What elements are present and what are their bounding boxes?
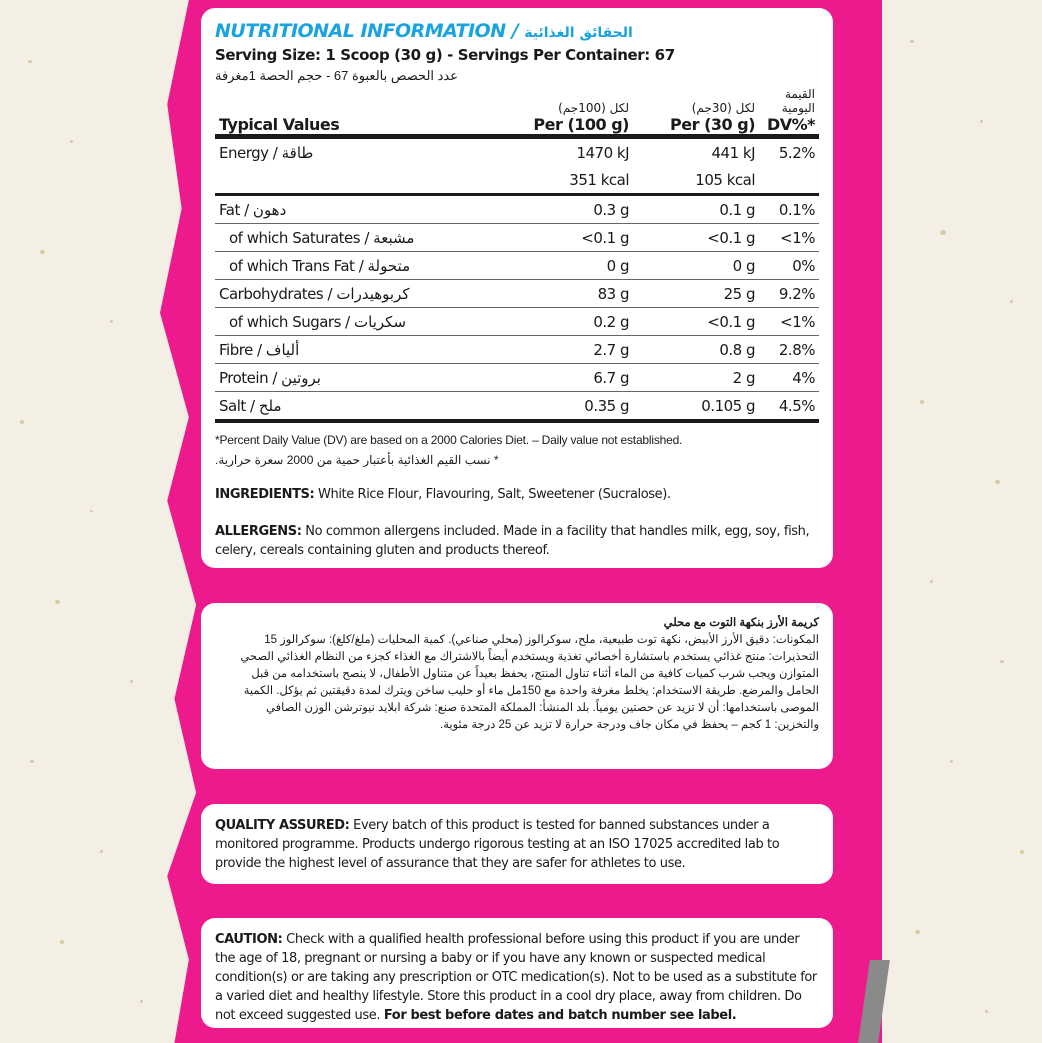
table-row: Protein / بروتين 6.7 g 2 g 4% — [215, 364, 819, 392]
serving-size-arabic: عدد الحصص بالعبوة 67 - حجم الحصة 1مغرفة — [215, 68, 459, 83]
table-row: Energy / طاقة 1470 kJ 441 kJ 5.2% — [219, 143, 815, 162]
table-row: 351 kcal 105 kcal — [215, 166, 819, 195]
arabic-line: المتوازن ويجب شرب كميات كافية من الماء أثناء تناول المنتج، يحفظ بعيداً عن متناول الأطفال، لا ينصح باستخدامه من قبل — [251, 668, 819, 680]
table-row: of which Sugars / سكريات 0.2 g <0.1 g <1% — [215, 308, 819, 336]
nutrition-panel — [201, 8, 833, 568]
table-row: Salt / ملح 0.35 g 0.105 g 4.5% — [215, 392, 819, 422]
allergens: ALLERGENS: No common allergens included. Made in a facility that handles milk, egg, soy, fish, celery, cereals containing gluten and products thereof. — [215, 524, 810, 558]
ingredients: INGREDIENTS: White Rice Flour, Flavouring, Salt, Sweetener (Sucralose). — [215, 487, 671, 502]
quality-assured-panel: QUALITY ASSURED: Every batch of this product is tested for banned substances under a monitored programme. Products undergo rigorous testing at an ISO 17025 accredited lab to provide the highest level of assurance that they are safer for athletes to use. — [201, 804, 833, 884]
serving-size: Serving Size: 1 Scoop (30 g) - Servings Per Container: 67 — [215, 46, 675, 64]
nutrition-title: NUTRITIONAL INFORMATION / الحقائق الغذائية — [215, 20, 633, 42]
footnote-arabic: * نسب القيم الغذائية بأعتبار حمية من 2000 سعرة حرارية. — [215, 453, 499, 467]
table-row: of which Trans Fat / متحولة 0 g 0 g 0% — [215, 252, 819, 280]
table-header: Typical Values لكل (100جم) Per (100 g) لكل (30جم) Per (30 g) القيمة اليومية DV%* — [215, 86, 819, 137]
arabic-line: والتخزين: 1 كجم – يحفظ في مكان جاف ودرجة حرارة لا تزيد عن 25 درجة مئوية. — [440, 719, 819, 731]
arabic-line: الحامل والمرضع. طريقة الاستخدام: يخلط مغرفة واحدة مع 150مل ماء أو حليب ساخن ويترك لمدة دقيقتين ثم يؤكل. الكمية — [243, 685, 819, 697]
arabic-line: التحذيرات: منتج غذائي يستخدم باستشارة أخصائي تغذية ويستخدم أيضاً بالاشتراك مع الغذاء كجزء من النظام الغذائي الصحي — [240, 651, 819, 663]
table-row: Fat / دهون 0.3 g 0.1 g 0.1% — [215, 195, 819, 224]
arabic-line: المكونات: دقيق الأرز الأبيض، نكهة توت طبيعية، ملح، سوكرالوز (محلي صناعي). كمية المحليات (ملغ/كلغ): سوكرالوز 15 — [264, 634, 819, 646]
arabic-line: الموصى باستخدامها: أن لا تزيد عن حصتين يومياً. بلد المنشأ: المملكة المتحدة صنع: شركة ابلايد نيوترشن الوزن الصافي — [266, 702, 819, 714]
table-row: of which Saturates / مشبعة <0.1 g <0.1 g <1% — [215, 224, 819, 252]
table-row: Carbohydrates / كربوهيدرات 83 g 25 g 9.2% — [215, 280, 819, 308]
caution-panel: CAUTION: Check with a qualified health professional before using this product if you are under the age of 18, pregnant or nursing a baby or if you have any known or suspected medical condition(s) or are taking any prescription or OTC medication(s). Not to be used as a substitute for a varied diet and healthy lifestyle. Store this product in a cool dry place, away from children. Do not exceed suggested use. For best before dates and batch number see label. — [201, 918, 833, 1028]
arabic-line: كريمة الأرز بنكهة التوت مع محلي — [663, 617, 819, 629]
table-row: Fibre / ألياف 2.7 g 0.8 g 2.8% — [215, 336, 819, 364]
footnote: *Percent Daily Value (DV) are based on a 2000 Calories Diet. – Daily value not established. * نسب القيم الغذائية بأعتبار حمية من 2000 سعرة حرارية. — [215, 433, 819, 467]
nutrition-table — [215, 86, 819, 423]
arabic-info-panel — [201, 603, 833, 769]
